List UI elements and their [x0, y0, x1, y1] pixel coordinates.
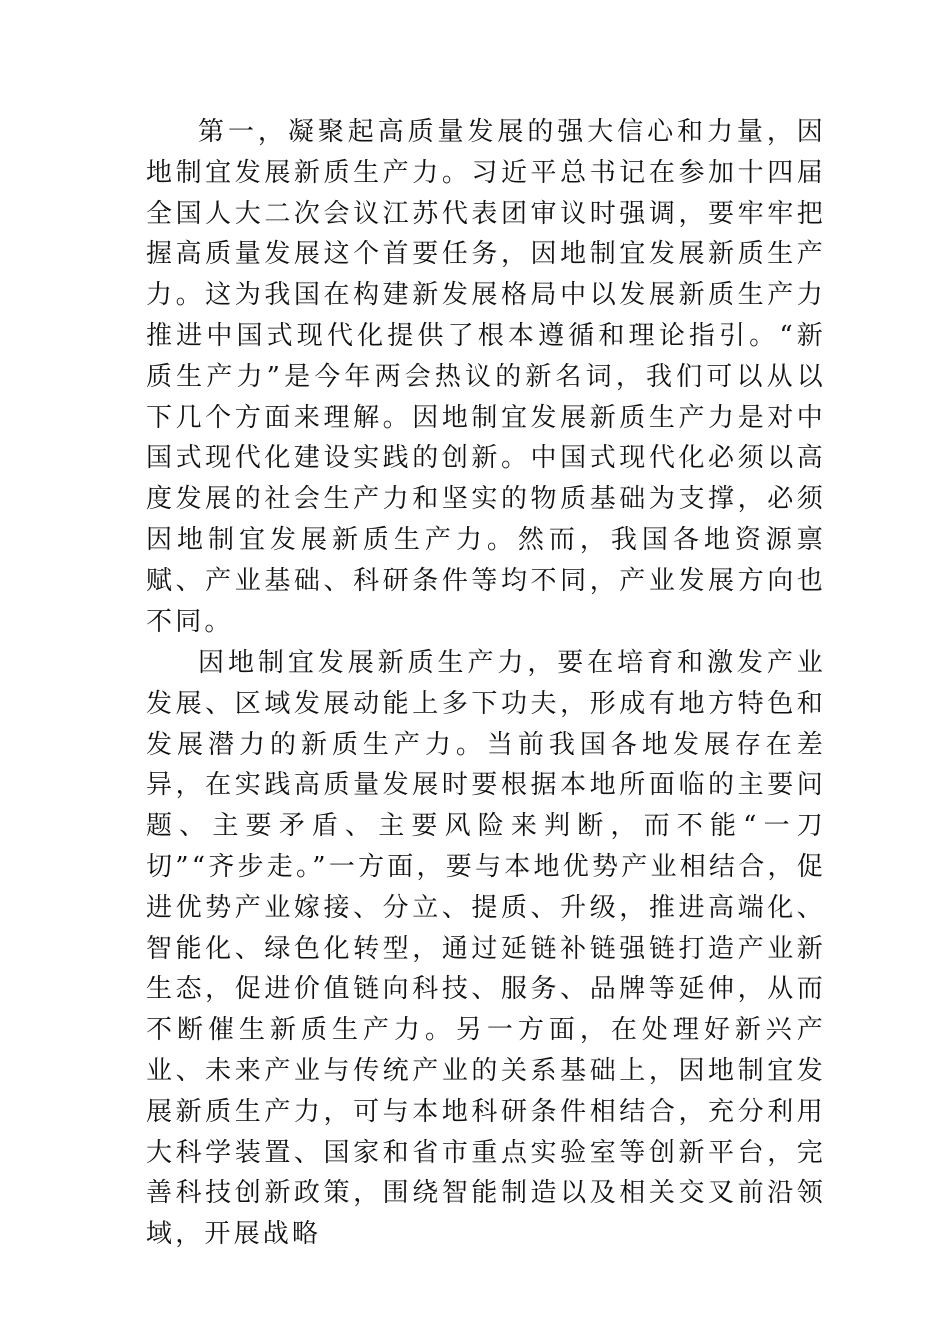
- paragraph-2: 因地制宜发展新质生产力，要在培育和激发产业发展、区域发展动能上多下功夫，形成有地方特色和发展潜力的新质生产力。当前我国各地发展存在差异，在实践高质量发展时要根据本地所面临的主要问题、主要矛盾、主要风险来判断，而不能“一刀切”“齐步走。”一方面，要与本地优势产业相结合，促进优势产业嫁接、分立、提质、升级，推进高端化、智能化、绿色化转型，通过延链补链强链打造产业新生态，促进价值链向科技、服务、品牌等延伸，从而不断催生新质生产力。另一方面，在处理好新兴产业、未来产业与传统产业的关系基础上，因地制宜发展新质生产力，可与本地科研条件相结合，充分利用大科学装置、国家和省市重点实验室等创新平台，完善科技创新政策，围绕智能制造以及相关交叉前沿领域，开展战略: [146, 648, 826, 1250]
- paragraph-1: 第一，凝聚起高质量发展的强大信心和力量，因地制宜发展新质生产力。习近平总书记在参加十四届全国人大二次会议江苏代表团审议时强调，要牢牢把握高质量发展这个首要任务，因地制宜发展新质生产力。这为我国在构建新发展格局中以发展新质生产力推进中国式现代化提供了根本遵循和理论指引。“新质生产力”是今年两会热议的新名词，我们可以从以下几个方面来理解。因地制宜发展新质生产力是对中国式现代化建设实践的创新。中国式现代化必须以高度发展的社会生产力和坚实的物质基础为支撑，必须因地制宜发展新质生产力。然而，我国各地资源禀赋、产业基础、科研条件等均不同，产业发展方向也不同。: [146, 117, 826, 637]
